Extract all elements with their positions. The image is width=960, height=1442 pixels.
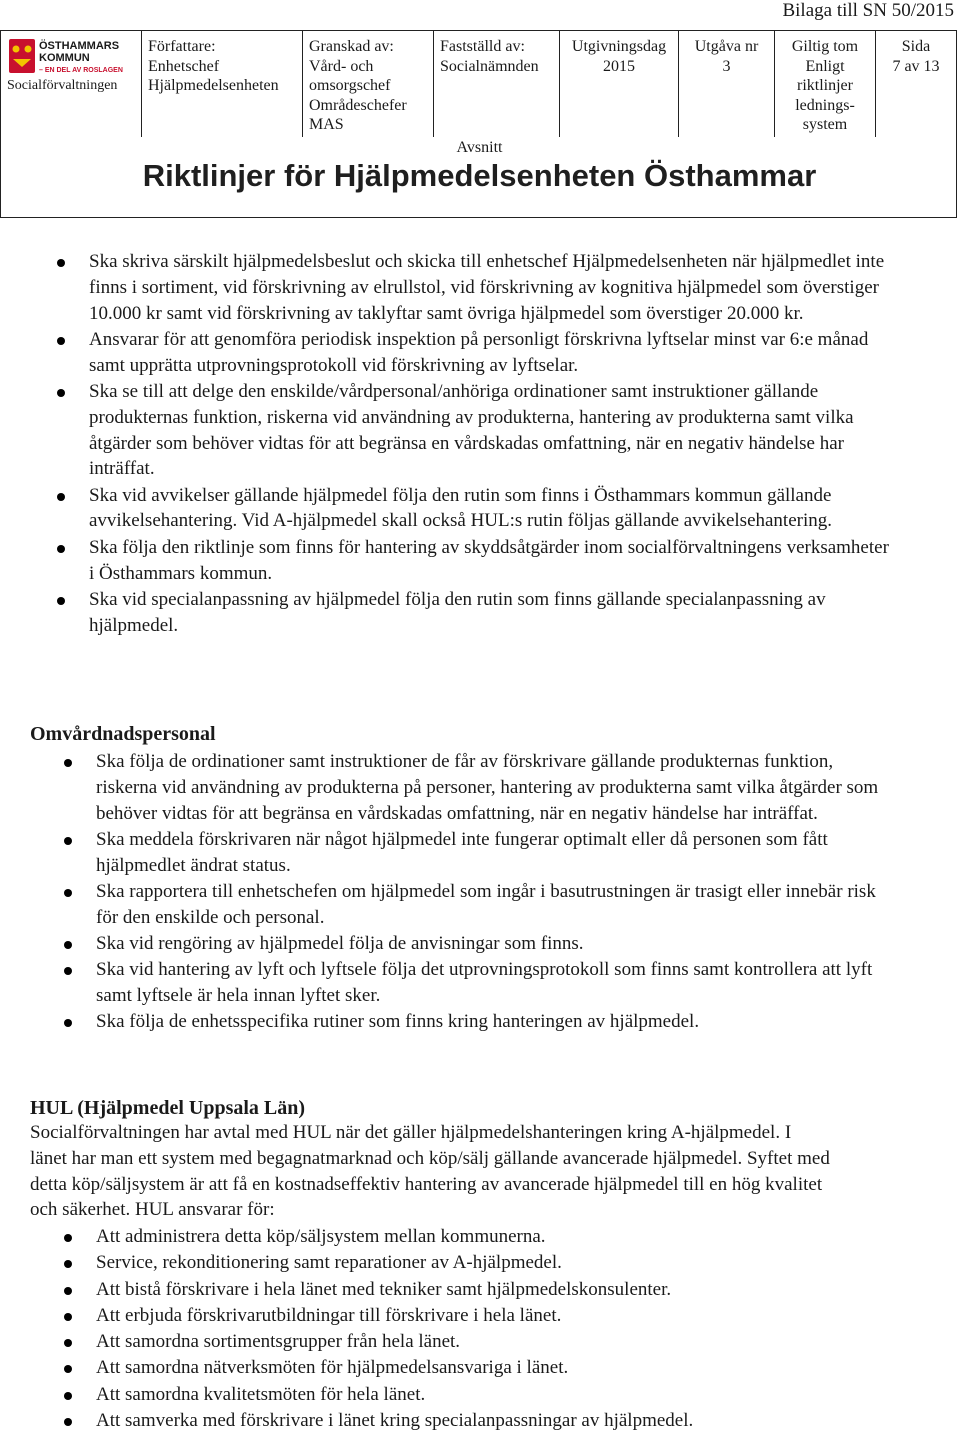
list-item: Att samordna nätverksmöten för hjälpmedelsansvariga i länet. xyxy=(96,1355,896,1381)
bullet-icon xyxy=(57,389,65,397)
document-header xyxy=(0,30,957,218)
author-cell xyxy=(142,31,302,137)
bullet-icon xyxy=(64,941,72,949)
edition-cell xyxy=(679,31,774,137)
bilaga-label: Bilaga till SN 50/2015 xyxy=(782,0,954,21)
logo-cell xyxy=(1,31,141,137)
approved-cell xyxy=(434,31,559,137)
reviewed-line: omsorgschef xyxy=(309,77,391,94)
logo-line-1: ÖSTHAMMARS xyxy=(39,40,120,52)
bullet-icon xyxy=(64,1019,72,1027)
page-value: 7 av 13 xyxy=(892,57,940,75)
author-line: Hjälpmedelsenheten xyxy=(148,77,279,94)
valid-line: riktlinjer xyxy=(797,77,853,94)
list-item: Ska vid rengöring av hjälpmedel följa de anvisningar som finns. xyxy=(96,931,886,957)
logo-line-3: – EN DEL AV ROSLAGEN xyxy=(39,67,123,74)
list-item: Ska se till att delge den enskilde/vårdpersonal/anhöriga ordinationer samt instruktioner gällande produkternas funktion, riskerna vid användning av produkterna, hantering av produkterna samt vilka åtgärder som behöver vidtas för att begränsa en vårdskadas omfattning, när en negativ händelse har inträffat. xyxy=(89,379,889,482)
list-item: Ska följa den riktlinje som finns för hantering av skyddsåtgärder inom socialförvaltningens verksamheter i Östhammars kommun. xyxy=(89,535,889,587)
edition-label: Utgåva nr xyxy=(694,38,759,55)
bullet-icon xyxy=(64,1313,72,1321)
bullet-icon xyxy=(57,597,65,605)
valid-line: Enligt xyxy=(805,57,845,75)
bullet-icon xyxy=(64,1339,72,1347)
list-item: Att samordna kvalitetsmöten för hela länet. xyxy=(96,1382,896,1408)
approved-label: Fastställd av: xyxy=(440,38,525,55)
list-item: Att erbjuda förskrivarutbildningar till förskrivare i hela länet. xyxy=(96,1303,896,1329)
bullet-icon xyxy=(64,837,72,845)
list-item: Att bistå förskrivare i hela länet med tekniker samt hjälpmedelskonsulenter. xyxy=(96,1277,896,1303)
edition-value: 3 xyxy=(722,57,731,75)
author-label: Författare: xyxy=(148,38,216,55)
bullet-icon xyxy=(64,1392,72,1400)
date-value: 2015 xyxy=(603,57,635,75)
list-item: Ska vid hantering av lyft och lyftsele följa det utprovningsprotokoll som finns samt kontrollera att lyft samt lyftsele är hela innan lyftet sker. xyxy=(96,957,886,1009)
section-heading-hul: HUL (Hjälpmedel Uppsala Län) xyxy=(30,1097,306,1119)
list-item: Att samordna sortimentsgrupper från hela länet. xyxy=(96,1329,896,1355)
bullet-icon xyxy=(64,1287,72,1295)
bullet-icon xyxy=(57,337,65,345)
bullet-icon xyxy=(57,545,65,553)
bullet-icon xyxy=(64,967,72,975)
reviewed-line: Vård- och xyxy=(309,57,374,75)
avsnitt-label: Avsnitt xyxy=(456,139,503,156)
reviewed-line: Områdeschefer xyxy=(309,96,407,114)
date-cell xyxy=(560,31,678,137)
valid-line: lednings- xyxy=(795,96,855,114)
list-item: Service, rekonditionering samt reparationer av A-hjälpmedel. xyxy=(96,1250,896,1276)
valid-line: Giltig tom xyxy=(791,38,859,55)
bullet-icon xyxy=(57,493,65,501)
section-heading-omvardnad: Omvårdnadspersonal xyxy=(30,723,216,745)
reviewed-label: Granskad av: xyxy=(309,38,394,55)
bullet-icon xyxy=(64,889,72,897)
bullet-icon xyxy=(64,1365,72,1373)
list-item: Att administrera detta köp/säljsystem mellan kommunerna. xyxy=(96,1224,896,1250)
list-item: Ska vid specialanpassning av hjälpmedel följa den rutin som finns gällande specialanpassning av hjälpmedel. xyxy=(89,587,889,639)
list-item: Ska meddela förskrivaren när något hjälpmedel inte fungerar optimalt eller då personen som fått hjälpmedlet ändrat status. xyxy=(96,827,886,879)
document-title: Riktlinjer för Hjälpmedelsenheten Östhammar xyxy=(142,158,817,193)
page-label: Sida xyxy=(901,38,931,55)
list-item: Att samverka med förskrivare i länet kring specialanpassningar av hjälpmedel. xyxy=(96,1408,896,1434)
reviewed-line: MAS xyxy=(309,116,344,133)
approved-value: Socialnämnden xyxy=(440,57,539,75)
valid-line: system xyxy=(802,116,848,133)
valid-cell xyxy=(775,31,875,137)
responsibilities-list xyxy=(89,249,889,639)
logo-line-2: KOMMUN xyxy=(39,52,90,64)
list-item: Ska rapportera till enhetschefen om hjälpmedel som ingår i basutrustningen är trasigt eller innebär risk för den enskilde och personal. xyxy=(96,879,886,931)
author-line: Enhetschef xyxy=(148,57,220,75)
hul-responsibilities-list xyxy=(96,1224,896,1434)
reviewed-cell xyxy=(303,31,433,137)
care-staff-list xyxy=(96,749,886,1036)
bullet-icon xyxy=(64,1260,72,1268)
list-item: Ska följa de enhetsspecifika rutiner som finns kring hanteringen av hjälpmedel. xyxy=(96,1009,886,1035)
org-name: Socialförvaltningen xyxy=(7,78,118,93)
list-item: Ansvarar för att genomföra periodisk inspektion på personligt förskrivna lyftselar minst var 6:e månad samt upprätta utprovningsprotokoll vid förskrivning av lyftselar. xyxy=(89,327,889,379)
bullet-icon xyxy=(64,1418,72,1426)
bullet-icon xyxy=(57,259,65,267)
list-item: Ska vid avvikelser gällande hjälpmedel följa den rutin som finns i Östhammars kommun gällande avvikelsehantering. Vid A-hjälpmedel skall också HUL:s rutin följas gällande avvikelsehantering. xyxy=(89,483,889,535)
municipality-logo xyxy=(9,37,127,79)
list-item: Ska skriva särskilt hjälpmedelsbeslut och skicka till enhetschef Hjälpmedelsenheten när hjälpmedlet inte finns i sortiment, vid förskrivning av elrullstol, vid förskrivning av kognitiva hjälpmedel som överstiger 10.000 kr samt vid förskrivning av taklyftar samt övriga hjälpmedel som överstiger 20.000 kr. xyxy=(89,249,889,326)
hul-paragraph: Socialförvaltningen har avtal med HUL när det gäller hjälpmedelshanteringen kring A-hjälpmedel. I länet har man ett system med begagnatmarknad och köp/sälj gällande avancerade hjälpmedel. Syftet med detta köp/säljsystem är att få en kostnadseffektiv hantering av avancerade hjälpmedel till en hög kvalitet och säkerhet. HUL ansvarar för: xyxy=(30,1122,830,1221)
bullet-icon xyxy=(64,1234,72,1242)
bullet-icon xyxy=(64,759,72,767)
page-cell xyxy=(876,31,956,137)
list-item: Ska följa de ordinationer samt instruktioner de får av förskrivare gällande produkternas funktion, riskerna vid användning av produkterna på personer, hantering av produkterna samt vilka åtgärder som behöver vidtas för att begränsa en vårdskadas omfattning, när en negativ händelse har inträffat. xyxy=(96,749,886,826)
date-label: Utgivningsdag xyxy=(571,38,667,55)
